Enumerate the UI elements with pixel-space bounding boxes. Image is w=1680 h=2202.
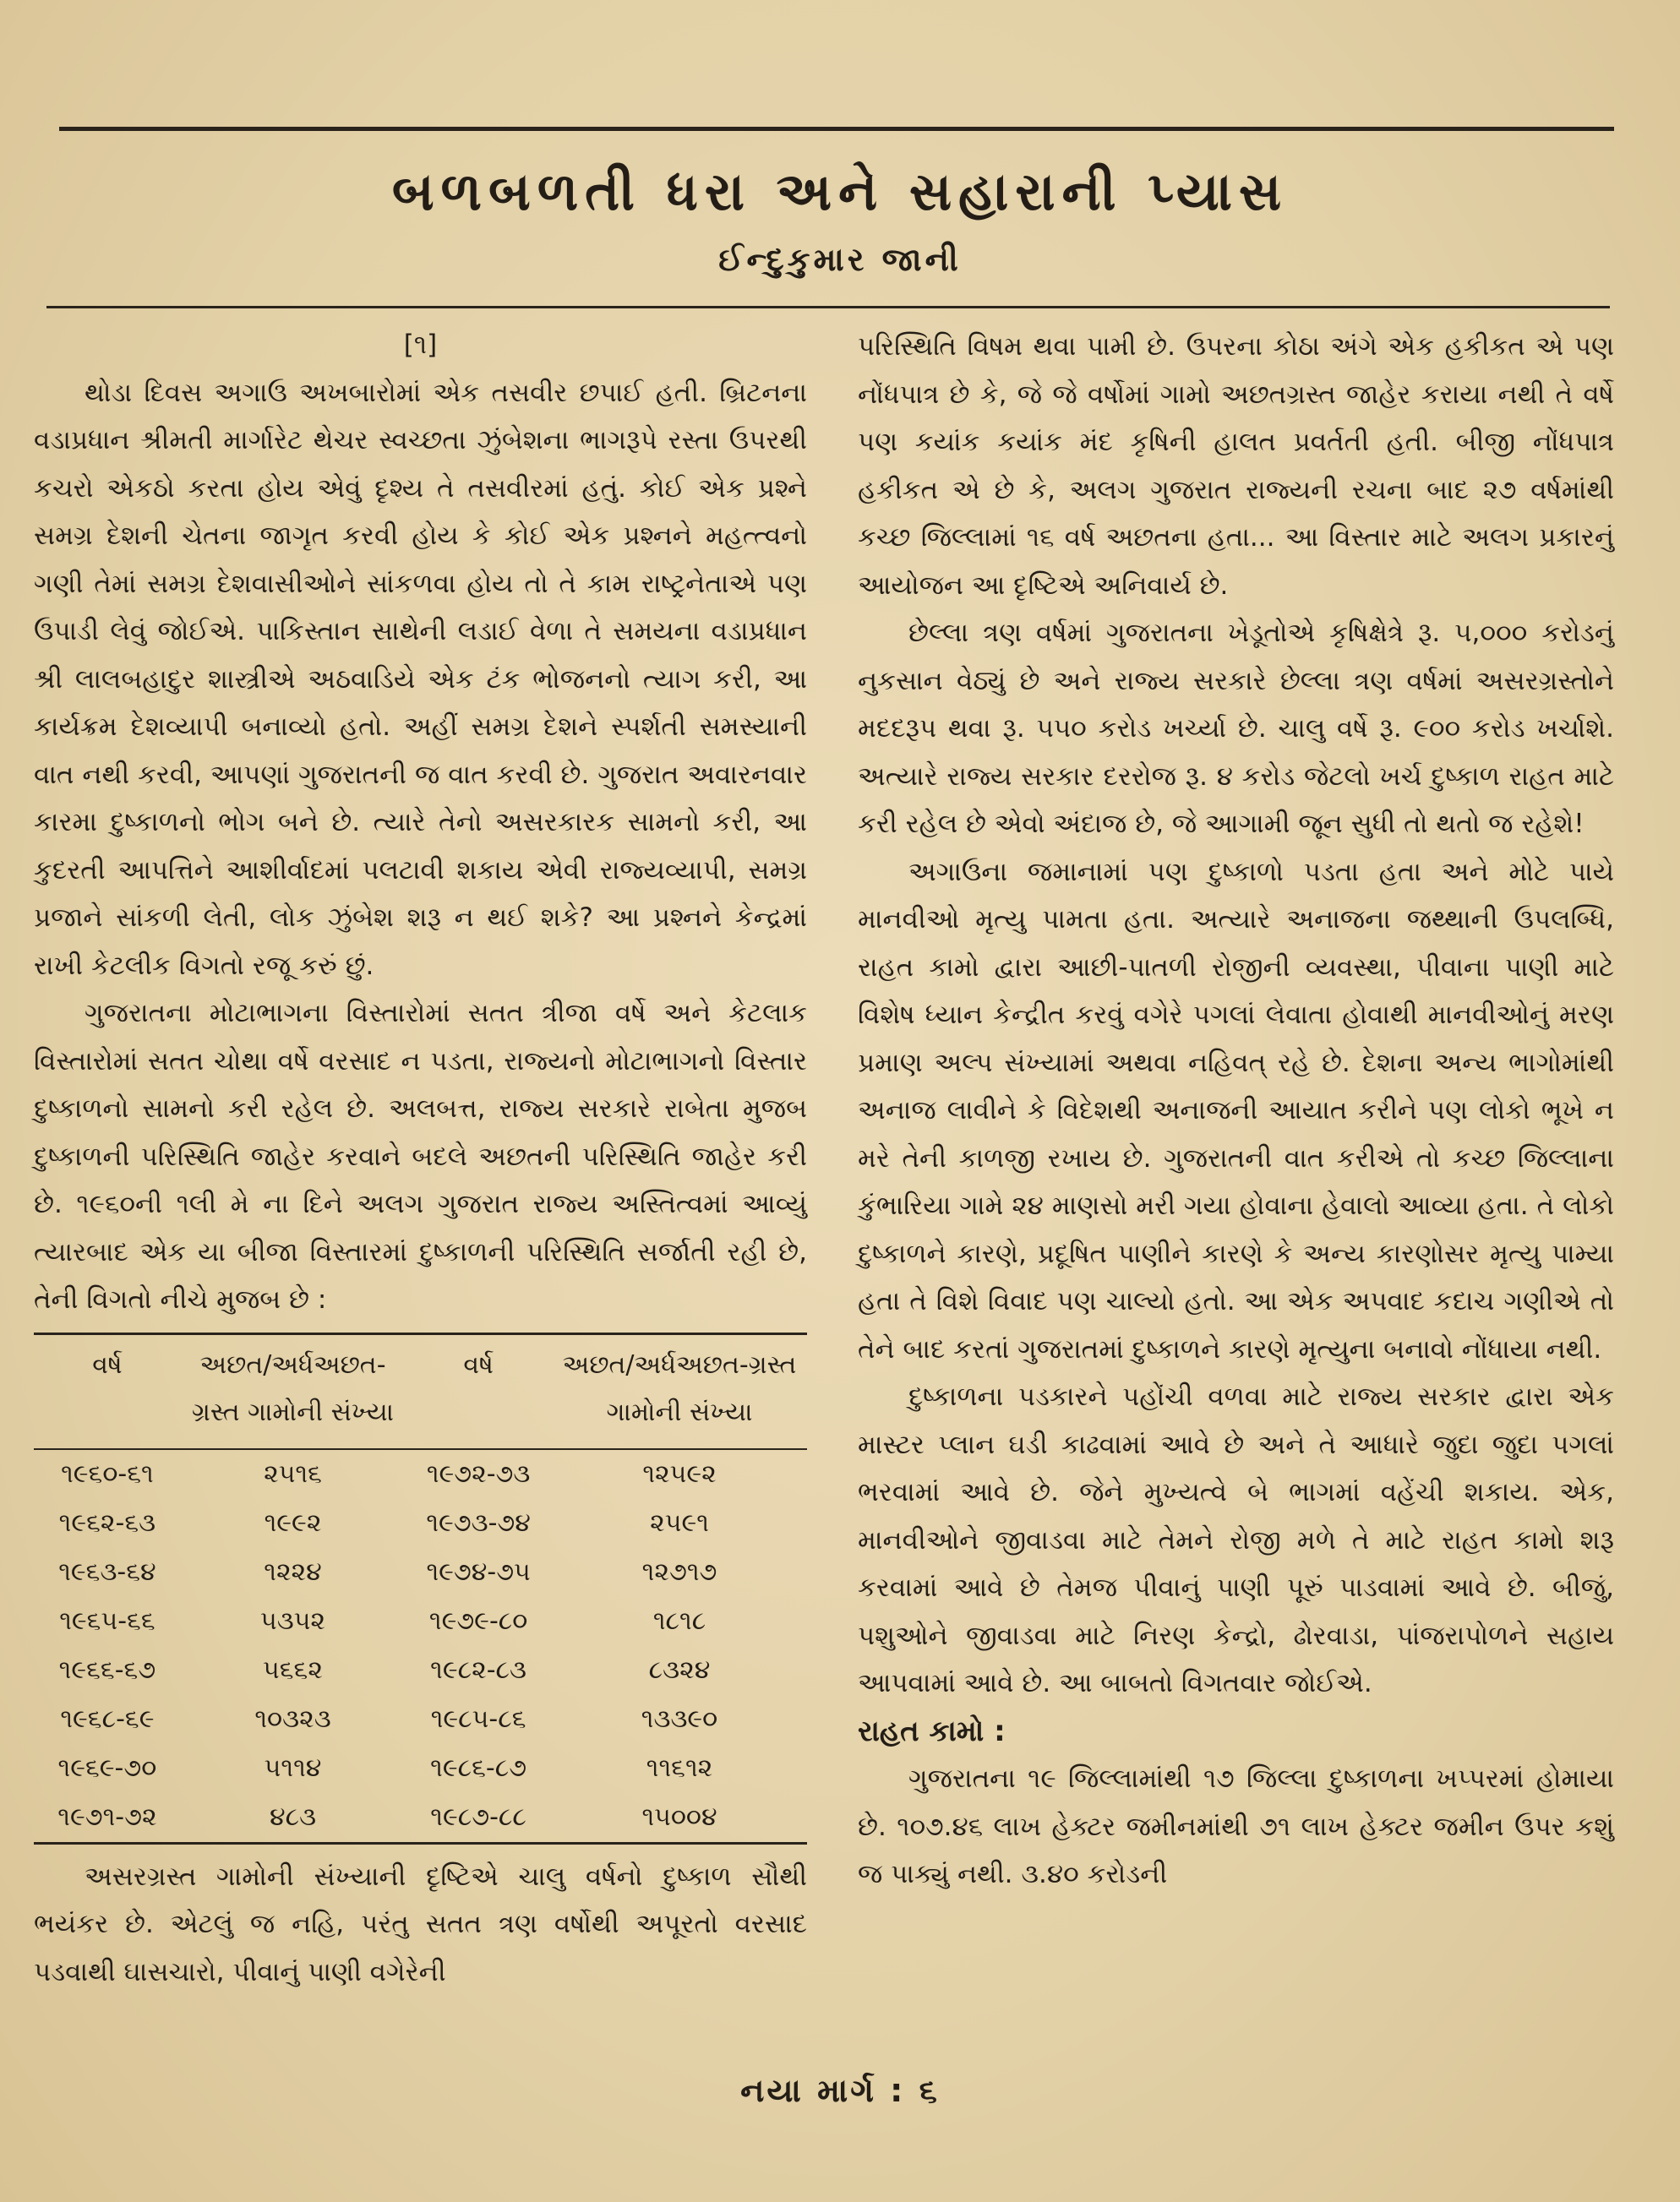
year-cell: ૧૯૮૫-૮૬ bbox=[430, 1703, 526, 1734]
count-cell: ૧૨૫૯૨ bbox=[642, 1458, 717, 1489]
table-row bbox=[34, 1548, 807, 1597]
column-header-villages: અછત/અર્ધઅછત-ગ્રસ્ત ગામોની સંખ્યા bbox=[562, 1349, 797, 1427]
paragraph: અસરગ્રસ્ત ગામોની સંખ્યાની દૃષ્ટિએ ચાલુ વર્ષનો દુષ્કાળ સૌથી ભયંકર છે. એટલું જ નહિ, પરંતુ સતત ત્રણ વર્ષોથી અપૂરતો વરસાદ પડવાથી ઘાસચારો, પીવાનું પાણી વગેરેની bbox=[34, 1861, 807, 1987]
year-cell: ૧૯૭૯-૮૦ bbox=[428, 1605, 528, 1636]
column-header-year: વર્ષ bbox=[463, 1349, 494, 1380]
count-cell: ૧૦૩૨૩ bbox=[254, 1703, 331, 1734]
table-row bbox=[34, 1499, 807, 1548]
count-cell: ૧૯૯૨ bbox=[264, 1507, 322, 1538]
count-cell: ૮૩૨૪ bbox=[648, 1654, 711, 1685]
count-cell: ૫૧૧૪ bbox=[264, 1752, 322, 1783]
year-cell: ૧૯૬૯-૭૦ bbox=[57, 1752, 157, 1783]
table-row bbox=[34, 1793, 807, 1844]
year-cell: ૧૯૮૨-૮૩ bbox=[430, 1654, 527, 1685]
year-cell: ૧૯૭૧-૭૨ bbox=[57, 1801, 157, 1832]
table-header-row bbox=[34, 1333, 807, 1449]
count-cell: ૧૮૧૮ bbox=[652, 1605, 706, 1636]
paragraph: પરિસ્થિતિ વિષમ થવા પામી છે. ઉપરના કોઠા અંગે એક હકીકત એ પણ નોંધપાત્ર છે કે, જે જે વર્ષોમાં ગામો અછતગ્રસ્ત જાહેર કરાયા નથી તે વર્ષે પણ કયાંક કયાંક મંદ કૃષિની હાલત પ્રવર્તતી હતી. બીજી નોંધપાત્ર હકીકત એ છે કે, અલગ ગુજરાત રાજ્યની રચના બાદ ૨૭ વર્ષમાંથી કચ્છ જિલ્લામાં ૧૬ વર્ષ અછતના હતા... આ વિસ્તાર માટે અલગ પ્રકારનું આયોજન આ દૃષ્ટિએ અનિવાર્ય છે. bbox=[858, 331, 1614, 601]
top-rule bbox=[59, 127, 1614, 131]
year-cell: ૧૯૬૮-૬૯ bbox=[60, 1703, 155, 1734]
column-header-year: વર્ષ bbox=[92, 1349, 123, 1380]
article-title: બળબળતી ધરા અને સહારાની પ્યાસ bbox=[391, 161, 1289, 222]
year-cell: ૧૯૬૩-૬૪ bbox=[58, 1556, 156, 1587]
paragraph: અગાઉના જમાનામાં પણ દુષ્કાળો પડતા હતા અને મોટે પાયે માનવીઓ મૃત્યુ પામતા હતા. અત્યારે અનાજના જથ્થાની ઉપલબ્ધિ, રાહત કામો દ્વારા આછી-પાતળી રોજીની વ્યવસ્થા, પીવાના પાણી માટે વિશેષ ધ્યાન કેન્દ્રીત કરવું વગેરે પગલાં લેવાતા હોવાથી માનવીઓનું મરણ પ્રમાણ અલ્પ સંખ્યામાં અથવા નહિવત્ રહે છે. દેશના અન્ય ભાગોમાંથી અનાજ લાવીને કે વિદેશથી અનાજની આયાત કરીને પણ લોકો ભૂખે ન મરે તેની કાળજી રખાય છે. ગુજરાતની વાત કરીએ તો કચ્છ જિલ્લાના કુંભારિયા ગામે ૨૪ માણસો મરી ગયા હોવાના હેવાલો આવ્યા હતા. તે લોકો દુષ્કાળને કારણે, પ્રદૂષિત પાણીને કારણે કે અન્ય કારણોસર મૃત્યુ પામ્યા હતા તે વિશે વિવાદ પણ ચાલ્યો હતો. આ એક અપવાદ કદાચ ગણીએ તો તેને બાદ કરતાં ગુજરાતમાં દુષ્કાળને કારણે મૃત્યુના બનાવો નોંધાયા નથી. bbox=[858, 856, 1614, 1365]
year-cell: ૧૯૬૦-૬૧ bbox=[61, 1458, 154, 1489]
count-cell: ૪૮૩ bbox=[269, 1801, 317, 1832]
paragraph: ગુજરાતના મોટાભાગના વિસ્તારોમાં સતત ત્રીજા વર્ષે અને કેટલાક વિસ્તારોમાં સતત ચોથા વર્ષે વરસાદ ન પડતા, રાજ્યનો મોટાભાગનો વિસ્તાર દુષ્કાળનો સામનો કરી રહેલ છે. અલબત્ત, રાજ્ય સરકારે રાબેતા મુજબ દુષ્કાળની પરિસ્થિતિ જાહેર કરવાને બદલે અછતની પરિસ્થિતિ જાહેર કરી છે. ૧૯૬૦ની ૧લી મે ના દિને અલગ ગુજરાત રાજ્ય અસ્તિત્વમાં આવ્યું ત્યારબાદ એક યા બીજા વિસ્તારમાં દુષ્કાળની પરિસ્થિતિ સર્જાતી રહી છે, તેની વિગતો નીચે મુજબ છે : bbox=[34, 998, 807, 1315]
count-cell: ૧૫૦૦૪ bbox=[641, 1801, 717, 1832]
drought-villages-table bbox=[34, 1333, 807, 1845]
left-column bbox=[34, 321, 807, 1996]
paragraph: ગુજરાતના ૧૯ જિલ્લામાંથી ૧૭ જિલ્લા દુષ્કાળના ખપ્પરમાં હોમાયા છે. ૧૦૭.૪૬ લાખ હેક્ટર જમીનમાંથી ૭૧ લાખ હેક્ટર જમીન ઉપર કશું જ પાક્યું નથી. ૩.૪૦ કરોડની bbox=[858, 1763, 1614, 1889]
count-cell: ૫૬૬૨ bbox=[263, 1654, 323, 1685]
year-cell: ૧૯૮૬-૮૭ bbox=[430, 1752, 527, 1783]
count-cell: ૫૩૫૨ bbox=[260, 1605, 326, 1636]
year-cell: ૧૯૮૭-૮૮ bbox=[430, 1801, 526, 1832]
section-number: [૧] bbox=[403, 330, 438, 360]
table-row bbox=[34, 1646, 807, 1695]
count-cell: ૨૫૯૧ bbox=[650, 1507, 709, 1538]
year-cell: ૧૯૭૩-૭૪ bbox=[426, 1507, 531, 1538]
paragraph: દુષ્કાળના પડકારને પહોંચી વળવા માટે રાજ્ય સરકાર દ્વારા એક માસ્ટર પ્લાન ઘડી કાઢવામાં આવે છે અને તે આધારે જુદા જુદા પગલાં ભરવામાં આવે છે. જેને મુખ્યત્વે બે ભાગમાં વહેંચી શકાય. એક, માનવીઓને જીવાડવા માટે તેમને રોજી મળે તે માટે રાહત કામો શરૂ કરવામાં આવે છે તેમજ પીવાનું પાણી પૂરું પાડવામાં આવે છે. બીજું, પશુઓને જીવાડવા માટે નિરણ કેન્દ્રો, ઢોરવાડા, પાંજરાપોળને સહાય આપવામાં આવે છે. આ બાબતો વિગતવાર જોઈએ. bbox=[858, 1382, 1614, 1698]
year-cell: ૧૯૬૫-૬૬ bbox=[59, 1605, 155, 1636]
paragraph: છેલ્લા ત્રણ વર્ષમાં ગુજરાતના ખેડૂતોએ કૃષિક્ષેત્રે રૂ. ૫,૦૦૦ કરોડનું નુકસાન વેઠ્યું છે અને રાજ્ય સરકારે છેલ્લા ત્રણ વર્ષમાં અસરગ્રસ્તોને મદદરૂપ થવા રૂ. ૫૫૦ કરોડ ખર્ચ્યા છે. ચાલુ વર્ષે રૂ. ૯૦૦ કરોડ ખર્ચાશે. અત્યારે રાજ્ય સરકાર દરરોજ રૂ. ૪ કરોડ જેટલો ખર્ચ દુષ્કાળ રાહત માટે કરી રહેલ છે એવો અંદાજ છે, જે આગામી જૂન સુધી તો થતો જ રહેશે! bbox=[858, 618, 1614, 839]
table-row bbox=[34, 1744, 807, 1793]
count-cell: ૧૨૨૪ bbox=[264, 1556, 322, 1587]
year-cell: ૧૯૬૨-૬૩ bbox=[58, 1507, 156, 1538]
paragraph: થોડા દિવસ અગાઉ અખબારોમાં એક તસવીર છપાઈ હતી. બ્રિટનના વડાપ્રધાન શ્રીમતી માર્ગારેટ થેચર સ્વચ્છતા ઝુંબેશના ભાગરૂપે રસ્તા ઉપરથી કચરો એકઠો કરતા હોય એવું દૃશ્ય તે તસવીરમાં હતું. કોઈ એક પ્રશ્ને સમગ્ર દેશની ચેતના જાગૃત કરવી હોય કે કોઈ એક પ્રશ્નને મહત્ત્વનો ગણી તેમાં સમગ્ર દેશવાસીઓને સાંકળવા હોય તો તે કામ રાષ્ટ્રનેતાએ પણ ઉપાડી લેવું જોઈએ. પાકિસ્તાન સાથેની લડાઈ વેળા તે સમયના વડાપ્રધાન શ્રી લાલબહાદુર શાસ્ત્રીએ અઠવાડિયે એક ટંક ભોજનનો ત્યાગ કરી, આ કાર્યક્રમ દેશવ્યાપી બનાવ્યો હતો. અહીં સમગ્ર દેશને સ્પર્શતી સમસ્યાની વાત નથી કરવી, આપણાં ગુજરાતની જ વાત કરવી છે. ગુજરાત અવારનવાર કારમા દુષ્કાળનો ભોગ બને છે. ત્યારે તેનો અસરકારક સામનો કરી, આ કુદરતી આપત્તિને આશીર્વાદમાં પલટાવી શકાય એવી રાજ્યવ્યાપી, સમગ્ર પ્રજાને સાંકળી લેતી, લોક ઝુંબેશ શરૂ ન થઈ શકે? આ પ્રશ્નને કેન્દ્રમાં રાખી કેટલીક વિગતો રજૂ કરું છું. bbox=[34, 377, 807, 981]
page-footer: નયા માર્ગ : ૬ bbox=[740, 2072, 940, 2109]
count-cell: ૨૫૧૬ bbox=[264, 1458, 322, 1489]
table-row bbox=[34, 1695, 807, 1744]
year-cell: ૧૯૬૬-૬૭ bbox=[58, 1654, 156, 1685]
table-row bbox=[34, 1597, 807, 1646]
right-column bbox=[858, 323, 1614, 1899]
table-row bbox=[34, 1449, 807, 1499]
year-cell: ૧૯૭૪-૭૫ bbox=[426, 1556, 531, 1587]
header-rule bbox=[46, 306, 1610, 308]
count-cell: ૧૨૭૧૭ bbox=[641, 1556, 717, 1587]
subheading-relief-works: રાહત કામો : bbox=[858, 1714, 1006, 1748]
count-cell: ૧૧૬૧૨ bbox=[646, 1752, 713, 1783]
count-cell: ૧૩૩૯૦ bbox=[641, 1703, 718, 1734]
column-header-villages: અછત/અર્ધઅછત-ગ્રસ્ત ગામોની સંખ્યા bbox=[192, 1349, 395, 1427]
author-name: ઈન્દુકુમાર જાની bbox=[718, 241, 962, 278]
year-cell: ૧૯૭૨-૭૩ bbox=[426, 1458, 531, 1489]
